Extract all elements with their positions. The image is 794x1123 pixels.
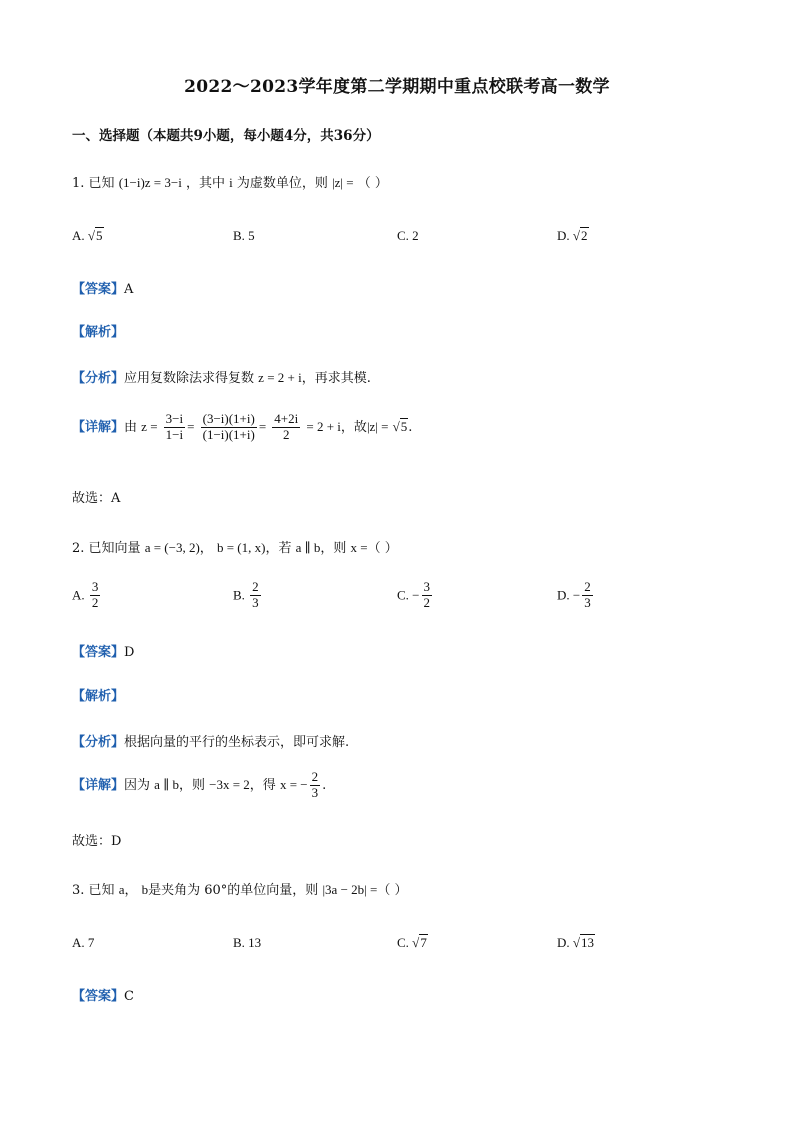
detail-z: z = (141, 418, 158, 434)
q1-i: i (229, 175, 233, 190)
fenxi-text: 应用复数除法求得复数 (124, 371, 255, 386)
q3-b: b (141, 882, 149, 897)
q2-analysis: 【解析】 (72, 689, 125, 704)
q3-expr: |3a − 2b| = (322, 882, 378, 897)
q1-option-a: A. √5 (72, 228, 103, 243)
q2-x: x = (350, 540, 368, 555)
q1-equation: (1−i)z = 3−i (118, 175, 182, 190)
detail-abs: |z| = (366, 418, 389, 434)
q2-answer: 【答案】D (72, 645, 135, 660)
q1-answer (72, 278, 133, 297)
frac-1: $\frac{3-i}{1-i}$ (165, 411, 184, 442)
q1-fenxi (72, 367, 371, 386)
choose-value: A (111, 491, 121, 506)
q3-option-b: B. 13 (233, 935, 262, 950)
q1-option-c: C. 2 (397, 228, 419, 243)
q1-option-b: B. 5 (233, 228, 255, 243)
q3-prefix: 3. 已知 (72, 883, 115, 898)
q2-option-a: A. $\frac{3}{2}$ (72, 579, 99, 610)
q2-option-b: B. $\frac{2}{3}$ (233, 579, 259, 610)
frac-2: $\frac{(3-i)(1+i)}{(1-i)(1+i)}$ (202, 411, 255, 442)
detail-text: 由 (124, 419, 138, 435)
detail-eq: −3x = 2 (209, 776, 250, 792)
question-3: 3. 已知 a， b是夹角为 60°的单位向量，则 |3a − 2b| =（ ） (72, 882, 408, 898)
answer-label: 【答案】 (72, 282, 125, 297)
q2-b: b = (1, x) (216, 540, 266, 555)
q1-choose (72, 487, 120, 506)
fenxi-text-b: ，再求其模. (301, 371, 371, 386)
q1-text2: 为虚数单位，则 (236, 176, 328, 191)
detail-sqrt: √5 (392, 418, 408, 434)
detail-x: x = − (279, 776, 308, 792)
q2-option-c: C. − $\frac{3}{2}$ (397, 579, 431, 610)
fenxi-label: 【分析】 (72, 371, 125, 386)
q3-a: a (118, 882, 125, 897)
q2-detail: 【详解】因为 a ∥ b，则 −3x = 2，得 x = − $\frac{2}{3}$ . (72, 769, 327, 800)
q2-a: a = (−3, 2) (144, 540, 200, 555)
fenxi-eq: z = 2 + i (258, 370, 302, 385)
answer-value: D (124, 645, 135, 660)
q1-analysis (72, 321, 124, 340)
choose-label: 故选： (72, 491, 112, 506)
q2-parallel: a ∥ b (295, 540, 321, 555)
q2-choose: 故选：D (72, 834, 122, 849)
detail-frac: $\frac{2}{3}$ (311, 769, 319, 800)
choose-value: D (111, 834, 122, 849)
q1-prefix: 1. 已知 (72, 176, 115, 191)
q1-text: ，其中 (185, 176, 225, 191)
q1-detail: 【详解】由 z = $\frac{3-i}{1-i}$ = $\frac{(3-i)(1+i)}{(1-i)(1+i)}$ = $\frac{4+2i}{2}$ = 2 + i，故|z| = √5. (72, 411, 413, 442)
question-2: 2. 已知向量 a = (−3, 2)， b = (1, x)，若 a ∥ b，则 x =（ ） (72, 540, 398, 556)
section-heading: 一、选择题（本题共9小题，每小题4分，共36分） (72, 128, 380, 144)
analysis-label: 【解析】 (72, 325, 125, 340)
question-1 (72, 172, 388, 191)
detail-label: 【详解】 (72, 419, 125, 435)
answer-value: A (124, 282, 134, 297)
q1-abs: |z| = (332, 175, 354, 190)
q2-prefix: 2. 已知向量 (72, 541, 141, 556)
fenxi-text: 根据向量的平行的坐标表示，即可求解. (124, 735, 350, 750)
q1-option-d: D. √2 (557, 228, 588, 243)
q3-option-a: A. 7 (72, 935, 95, 950)
answer-value: C (124, 989, 134, 1004)
detail-parallel: a ∥ b (154, 776, 179, 792)
q1-paren: （ ） (357, 176, 388, 191)
q3-option-d: D. √13 (557, 935, 595, 950)
detail-post: ，故 (340, 419, 367, 435)
frac-3: $\frac{4+2i}{2}$ (274, 411, 299, 442)
page-title: 2022～2023学年度第二学期期中重点校联考高一数学 (184, 77, 610, 97)
detail-result: = 2 + i (306, 418, 341, 434)
q2-option-d: D. − $\frac{2}{3}$ (557, 579, 591, 610)
q3-answer: 【答案】C (72, 989, 134, 1004)
q2-fenxi: 【分析】根据向量的平行的坐标表示，即可求解. (72, 735, 350, 750)
q3-option-c: C. √7 (397, 935, 427, 950)
